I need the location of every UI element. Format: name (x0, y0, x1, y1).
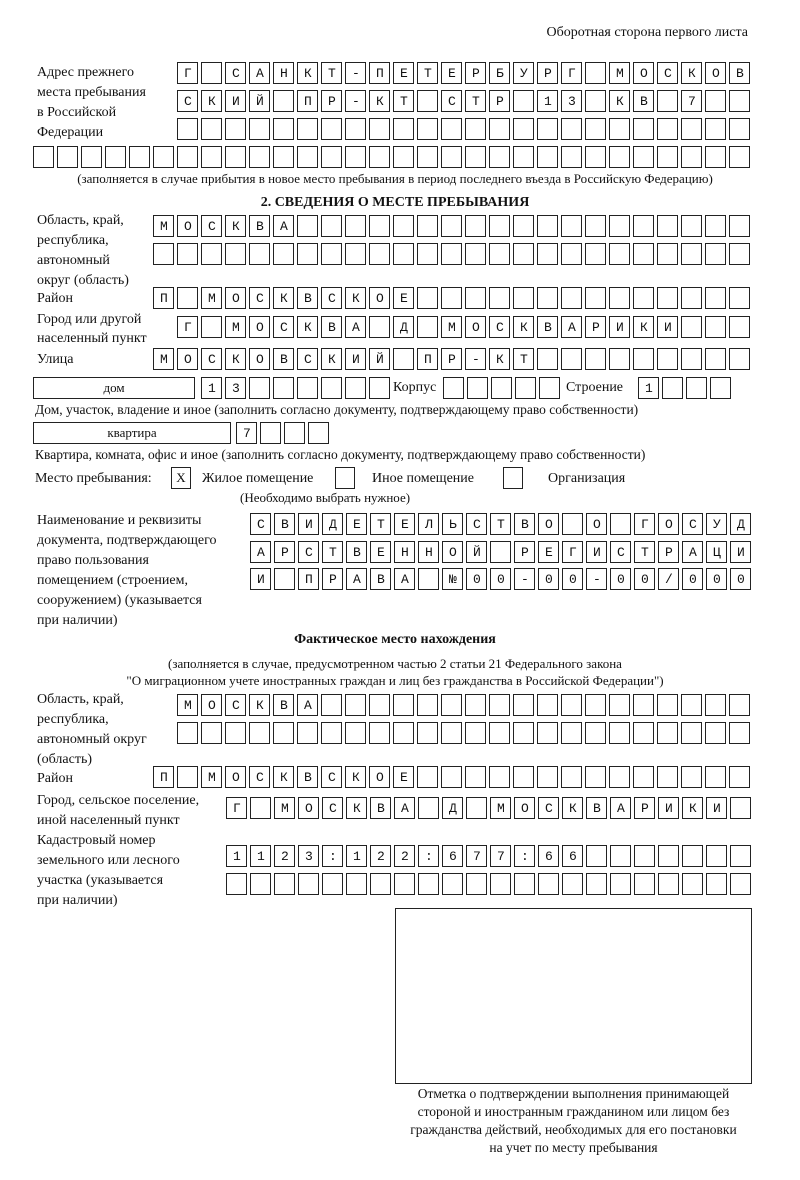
label-line: земельного или лесного (37, 853, 180, 868)
prev-address-note: (заполняется в случае прибытия в новое место пребывания в период последнего въезда в Российскую Федерацию) (77, 171, 713, 186)
actual-note-line: (заполняется в случае, предусмотренном частью 2 статьи 21 Федерального закона (168, 656, 622, 671)
label-line: документа, подтверждающего (37, 533, 217, 548)
row-value: 7 (243, 426, 340, 441)
label-line: Наименование и реквизиты (37, 513, 202, 528)
label-line: Город или другой (37, 312, 142, 327)
row-value: Г МОСКВА Д МОСКВАРИКИ (233, 801, 762, 816)
row-value: И ПРАВА №00-00-00/000 (257, 572, 762, 587)
label-line: населенный пункт (37, 331, 147, 346)
row-value: П МОСКВСКОЕ (160, 291, 761, 306)
row-value: МОСКОВСКИЙ ПР-КТ (160, 352, 761, 367)
section2-title: 2. СВЕДЕНИЯ О МЕСТЕ ПРЕБЫВАНИЯ (260, 195, 530, 210)
label-line: помещением (строением, (37, 573, 188, 588)
label-line: Область, край, (37, 213, 124, 228)
house-note: Дом, участок, владение и иное (заполнить согласно документу, подтверждающему право собственности) (35, 402, 639, 417)
street-label: Улица (37, 352, 74, 367)
row-value (226, 874, 761, 896)
label-line: участка (указывается (37, 873, 164, 888)
label-line: Кадастровый номер (37, 833, 156, 848)
row-value: 13 (208, 381, 401, 396)
row-value: АРСТВЕННОЙ РЕГИСТРАЦИ (257, 545, 762, 560)
label-line: Федерации (37, 125, 104, 140)
place-option-organization-checkbox[interactable] (503, 467, 523, 489)
row-value: СКИЙ ПР-КТ СТР 13 КВ 7 (184, 94, 761, 109)
place-note: (Необходимо выбрать нужное) (240, 490, 411, 505)
korpus-label: Корпус (393, 380, 437, 395)
label-line: Адрес прежнего (37, 65, 134, 80)
row-value: МОСКВА (160, 219, 761, 234)
confirmation-stamp-box (395, 908, 752, 1084)
place-option-residential-checkbox[interactable]: X (171, 467, 191, 489)
label-line: автономный округ (37, 732, 147, 747)
confirmation-caption-line: гражданства действий, необходимых для его постановки (410, 1122, 737, 1137)
place-option-organization-label: Организация (548, 471, 626, 486)
confirmation-caption-line: на учет по месту пребывания (489, 1140, 658, 1155)
label-line: (область) (37, 752, 93, 767)
building-label: Строение (566, 380, 624, 395)
label-line: сооружением) (указывается (37, 593, 202, 608)
row-value (177, 119, 760, 141)
row-value: 1123:122:677:66 (233, 849, 762, 864)
row-value: МОСКВА (184, 698, 761, 713)
row-value: Г МОСКВА Д МОСКВАРИКИ (184, 320, 761, 335)
row-value: Г САНКТ-ПЕТЕРБУРГ МОСКОВ (184, 66, 761, 81)
row-value (443, 378, 570, 400)
actual-note-line: "О миграционном учете иностранных граждан и лиц без гражданства в Российской Федерации") (126, 673, 664, 688)
label-line: Область, край, (37, 692, 124, 707)
label-line: республика, (37, 233, 109, 248)
label-line: республика, (37, 712, 109, 727)
label-line: места пребывания (37, 85, 146, 100)
row-value (177, 723, 760, 745)
house-type-field[interactable]: дом (33, 377, 195, 399)
confirmation-caption-line: стороной и иностранным гражданином или лицом без (417, 1104, 730, 1119)
label-line: автономный (37, 253, 110, 268)
place-option-other-checkbox[interactable] (335, 467, 355, 489)
label-line: при наличии) (37, 613, 118, 628)
label-line: иной населенный пункт (37, 813, 180, 828)
place-option-residential-label: Жилое помещение (202, 471, 314, 486)
page-side-label: Оборотная сторона первого листа (546, 25, 748, 40)
label-line: Город, сельское поселение, (37, 793, 200, 808)
label-line: право пользования (37, 553, 149, 568)
label-line: округ (область) (37, 273, 129, 288)
confirmation-caption-line: Отметка о подтверждении выполнения принимающей (417, 1086, 730, 1101)
row-value: 1 (645, 381, 742, 396)
place-label: Место пребывания: (35, 471, 152, 486)
actual-district-label: Район (37, 771, 73, 786)
actual-location-title: Фактическое место нахождения (294, 632, 496, 647)
row-value (153, 244, 760, 266)
row-value: СВИДЕТЕЛЬСТВО О ГОСУД (257, 517, 762, 532)
apartment-note: Квартира, комната, офис и иное (заполнить согласно документу, подтверждающему право собственности) (35, 447, 646, 462)
row-value: П МОСКВСКОЕ (160, 770, 761, 785)
apartment-type-field[interactable]: квартира (33, 422, 231, 444)
label-line: в Российской (37, 105, 117, 120)
label-line: при наличии) (37, 893, 118, 908)
row-value (33, 147, 760, 169)
district-label: Район (37, 291, 73, 306)
place-option-other-label: Иное помещение (372, 471, 474, 486)
